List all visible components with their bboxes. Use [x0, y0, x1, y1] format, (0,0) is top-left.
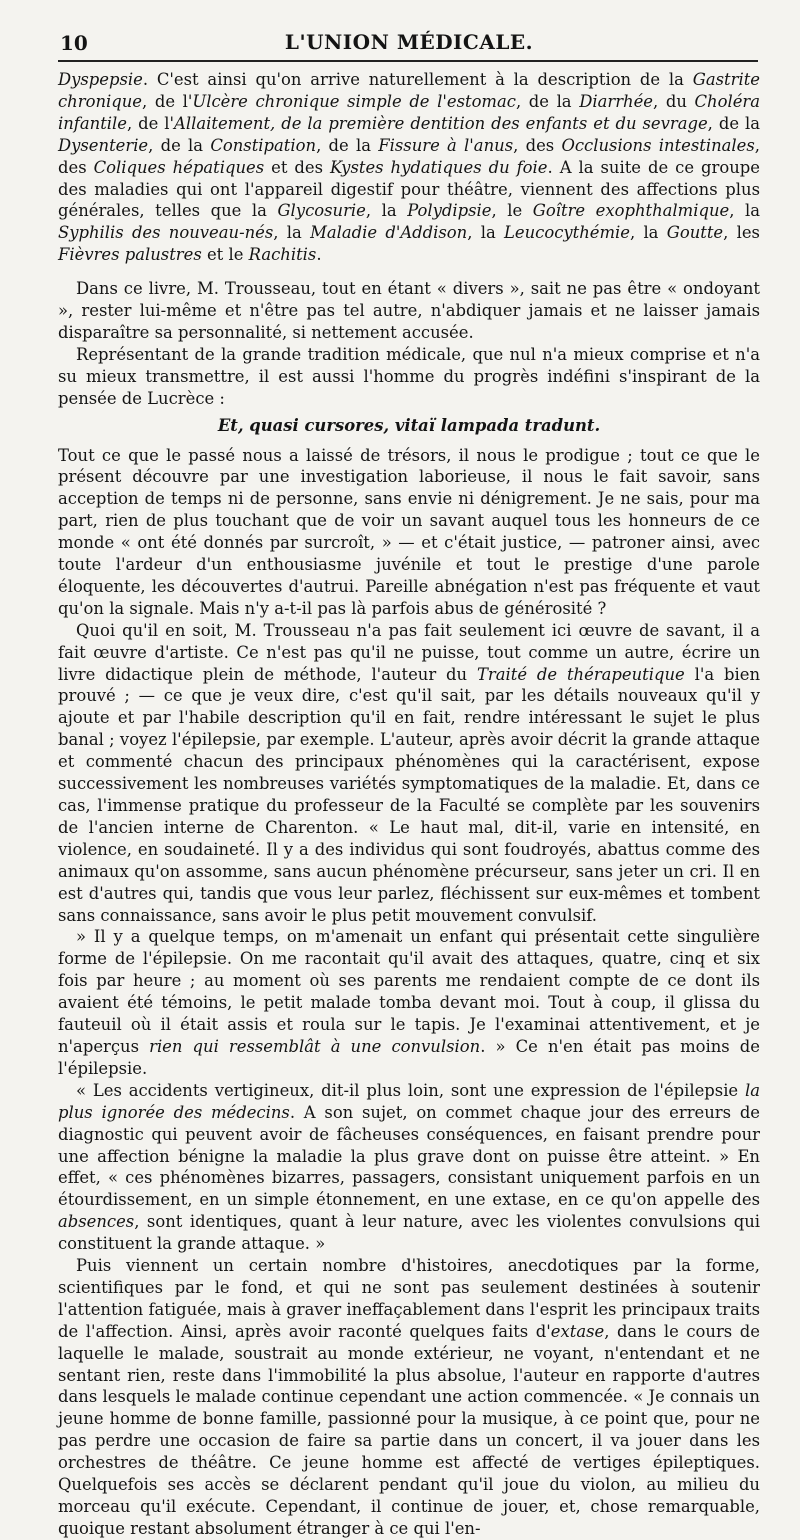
italic-term: Dysenterie: [58, 135, 149, 155]
italic-term: Gastrite chronique: [58, 70, 760, 111]
text-run: , la: [365, 201, 408, 221]
text-run: , de la: [515, 91, 580, 111]
text-run: , des: [513, 135, 562, 155]
italic-term: Goître exophthalmique: [532, 201, 730, 221]
text-run: , sont identiques, quant à leur nature, avec les violentes convulsions qui constituent la grande attaque. »: [58, 1212, 760, 1254]
text-run: .: [316, 245, 322, 265]
paragraph-2: Dans ce livre, M. Trousseau, tout en étant « divers », sait ne pas être « ondoyant », rester lui-même et n'être pas tel autre, n'abdiquer jamais et ne laisser jamais disparaître sa personnalité, si nettement accusée.: [58, 279, 760, 342]
italic-term: Choléra infantile: [58, 91, 761, 133]
text-run: , la: [729, 201, 760, 221]
text-run: , de l': [126, 113, 175, 133]
paragraph-5: [58, 620, 760, 927]
text-run: . » Ce n'en était pas moins de l'épilepsie.: [58, 1036, 760, 1078]
text-run: , la: [273, 223, 311, 243]
text-run: . A son sujet, on commet chaque jour des erreurs de diagnostic qui peuvent avoir de fâcheuses conséquences, en faisant prendre pour une affection bénigne la maladie la plus grave dont on puisse être atteint. » En effet, « ces phénomènes bizarres, passagers, consistant uniquement parfois en un étourdissement, en un simple étonnement, en une extase, en ce qu'on appelle des: [58, 1102, 761, 1210]
italic-term: Polydipsie: [407, 201, 492, 221]
text-run: , de l': [142, 91, 193, 111]
text-run: Quoi qu'il en soit, M. Trousseau n'a pas fait seulement ici œuvre de savant, il a fait œuvre d'artiste. Ce n'est pas qu'il ne puisse, tout comme un autre, écrire un livre didactique plein de méthode, l'auteur du: [58, 620, 760, 684]
italic-term: Fièvres palustres: [58, 245, 202, 265]
paragraph-3: Représentant de la grande tradition médicale, que nul n'a mieux comprise et n'a su mieux transmettre, il est aussi l'homme du progrès indéfini s'inspirant de la pensée de Lucrèce :: [58, 344, 760, 408]
italic-term: Dyspepsie: [58, 70, 143, 89]
italic-term: Traité de thérapeutique: [476, 664, 685, 684]
italic-term: Syphilis des nouveau-nés: [58, 223, 274, 243]
text-run: . A la suite de ce groupe des maladies qui ont l'appareil digestif pour théâtre, viennent des affections plus générales, telles que la: [58, 157, 760, 221]
latin-quote: Et, quasi cursores, vitaï lampada tradunt.: [217, 415, 601, 435]
italic-term: Rachitis: [248, 245, 317, 265]
italic-term: absences: [58, 1212, 135, 1232]
italic-term: Allaitement, de la première dentition des enfants et du sevrage: [174, 113, 708, 133]
page-number: 10: [60, 31, 88, 55]
italic-term: Maladie d'Addison: [310, 223, 468, 243]
italic-term: la plus ignorée des médecins: [58, 1080, 760, 1122]
text-run: , le: [491, 201, 533, 221]
paragraph-6: [58, 926, 760, 1079]
italic-term: Diarrhée: [579, 91, 653, 111]
italic-term: Fissure à l'anus: [378, 135, 514, 155]
paragraph-7: [58, 1080, 760, 1255]
text-run: , de la: [148, 135, 211, 155]
text-run: , les: [723, 223, 760, 243]
text-run: , des: [58, 135, 761, 177]
text-run: , la: [629, 223, 667, 243]
italic-term: Occlusions intestinales: [561, 135, 755, 155]
text-run: , de la: [707, 113, 760, 133]
running-title: L'UNION MÉDICALE.: [284, 30, 534, 54]
page-header: [58, 22, 760, 62]
italic-term: Ulcère chronique simple de l'estomac: [192, 91, 516, 111]
text-run: , du: [653, 91, 695, 111]
text-run: Puis viennent un certain nombre d'histoires, anecdotiques par la forme, scientifiques par le fond, et qui ne sont pas seulement destinées à soutenir l'attention fatiguée, mais à graver ineffaçablement dans l'esprit les principaux traits de l'affection. Ainsi, après avoir raconté quelques faits d': [58, 1256, 760, 1341]
text-run: et des: [264, 157, 330, 177]
body-text: [58, 69, 760, 1540]
italic-term: extase: [550, 1321, 605, 1341]
text-run: « Les accidents vertigineux, dit-il plus loin, sont une expression de l'épilepsie: [76, 1080, 745, 1100]
paragraph-4: Tout ce que le passé nous a laissé de trésors, il nous le prodigue ; tout ce que le présent découvre par une investigation laborieuse, il nous le fait savoir, sans acception de temps ni de personne, sans envie ni dénigrement. Je ne sais, pour ma part, rien de plus touchant que de voir un savant auquel tous les honneurs de ce monde « ont été donnés par surcroît, » — et c'était justice, — patroner ainsi, avec toute l'ardeur d'un enthousiasme juvénile et tout le prestige d'une parole éloquente, les découvertes d'autrui. Pareille abnégation n'est pas fréquente et vaut qu'on la signale. Mais n'y a-t-il pas là parfois abus de générosité ?: [58, 445, 760, 618]
italic-term: Goutte: [666, 223, 724, 243]
text-run: » Il y a quelque temps, on m'amenait un enfant qui présentait cette singulière forme de l'épilepsie. On me racontait qu'il avait des attaques, quatre, cinq et six fois par heure ; au moment où ses parents me rendaient compte de ce dont ils avaient été témoins, le petit malade tomba devant moi. Tout à coup, il glissa du fauteuil où il était assis et roula sur le tapis. Je l'examinai attentivement, et je n'aperçus: [58, 927, 760, 1056]
italic-term: Constipation: [210, 135, 317, 155]
text-run: , la: [467, 223, 504, 243]
italic-term: Coliques hépatiques: [93, 157, 265, 177]
text-run: l'a bien prouvé ; — ce que je veux dire, c'est qu'il sait, par les détails nouveaux qu'il y ajoute et par l'habile description qu'il en fait, rendre intéressant le sujet le plus banal ; voyez l'épilepsie, par exemple. L'auteur, après avoir décrit la grande attaque et commenté chacun des principaux phénomènes qui la caractérisent, expose successivement les nombreuses variétés symptomatiques de la maladie. Et, dans ce cas, l'immense pratique du professeur de la Faculté se complète par les souvenirs de l'ancien interne de Charenton. « Le haut mal, dit-il, varie en intensité, en violence, en soudaineté. Il y a des individus qui sont foudroyés, abattus comme des animaux qu'on assomme, sans aucun phénomène précurseur, sans jeter un cri. Il en est d'autres qui, tandis que vous leur parlez, fléchissent sur eux-mêmes et tombent sans connaissance, sans avoir le plus petit mouvement convulsif.: [58, 664, 761, 925]
header-rule: [58, 60, 758, 62]
text-run: , de la: [316, 135, 379, 155]
italic-term: rien qui ressemblât à une convulsion: [149, 1036, 481, 1056]
text-run: , dans le cours de laquelle le malade, soustrait au monde extérieur, ne voyant, n'entendant et ne sentant rien, reste dans l'immobilité la plus absolue, l'auteur en rapporte d'autres dans lesquels le malade continue cependant une action commencée. « Je connais un jeune homme de bonne famille, passionné pour la musique, à ce point que, pour ne pas perdre une occasion de faire sa partie dans un concert, il va jouer dans les orchestres de théâtre. Ce jeune homme est affecté de vertiges épileptiques. Quelquefois ses accès se déclarent pendant qu'il joue du violon, au milieu du morceau qu'il exécute. Cependant, il continue de jouer, et, chose remarquable, quoique restant absolument étranger à ce qui l'en-: [58, 1321, 760, 1538]
italic-term: Leucocythémie: [504, 223, 630, 243]
italic-term: Kystes hydatiques du foie: [329, 157, 548, 177]
paragraph-1: [58, 69, 760, 266]
italic-term: Glycosurie: [277, 201, 366, 221]
text-run: et le: [201, 245, 249, 265]
text-run: . C'est ainsi qu'on arrive naturellement à la description de la: [142, 70, 693, 89]
